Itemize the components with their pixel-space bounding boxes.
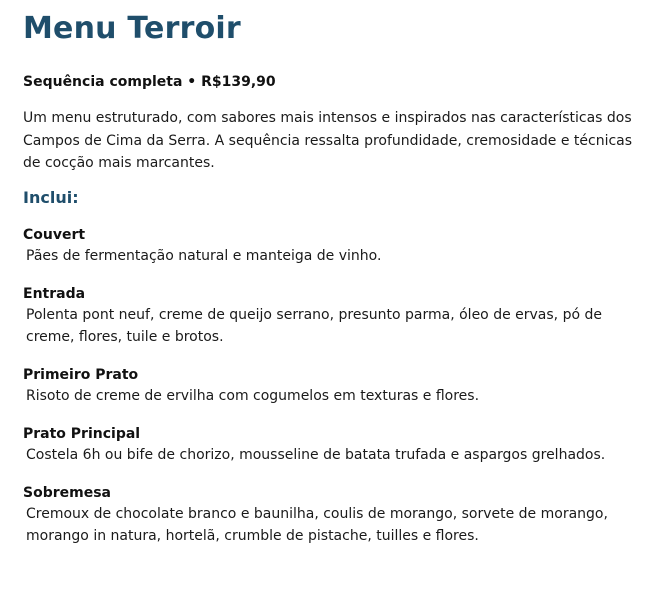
course-name: Sobremesa bbox=[23, 484, 111, 501]
course-item-sobremesa bbox=[23, 483, 634, 547]
price-line: Sequência completa • R$139,90 bbox=[23, 74, 276, 90]
course-name: Couvert bbox=[23, 226, 86, 243]
course-item-primeiro-prato bbox=[23, 365, 634, 407]
includes-heading: Inclui: bbox=[23, 187, 79, 207]
intro-paragraph: Um menu estruturado, com sabores mais intensos e inspirados nas características dos Campos de Cima da Serra. A sequência ressalta profundidade, cremosidade e técnicas de cocção mais marcantes. bbox=[23, 110, 633, 171]
course-description: Pães de fermentação natural e manteiga de vinho. bbox=[26, 247, 382, 264]
course-description: Risoto de creme de ervilha com cogumelos em texturas e flores. bbox=[26, 387, 480, 404]
course-name: Prato Principal bbox=[23, 425, 141, 442]
course-description: Costela 6h ou bife de chorizo, mousseline de batata trufada e aspargos grelhados. bbox=[26, 446, 606, 463]
course-description: Cremoux de chocolate branco e baunilha, coulis de morango, sorvete de morango, morango in natura, hortelã, crumble de pistache, tuilles e flores. bbox=[26, 505, 608, 544]
course-description: Polenta pont neuf, creme de queijo serrano, presunto parma, óleo de ervas, pó de creme, flores, tuile e brotos. bbox=[26, 306, 602, 345]
course-item-entrada bbox=[23, 284, 634, 348]
page-title: Menu Terroir bbox=[23, 11, 241, 46]
course-list bbox=[23, 225, 634, 547]
course-name: Entrada bbox=[23, 285, 86, 302]
course-item-prato-principal bbox=[23, 424, 634, 466]
course-item-couvert bbox=[23, 225, 634, 267]
course-name: Primeiro Prato bbox=[23, 366, 139, 383]
